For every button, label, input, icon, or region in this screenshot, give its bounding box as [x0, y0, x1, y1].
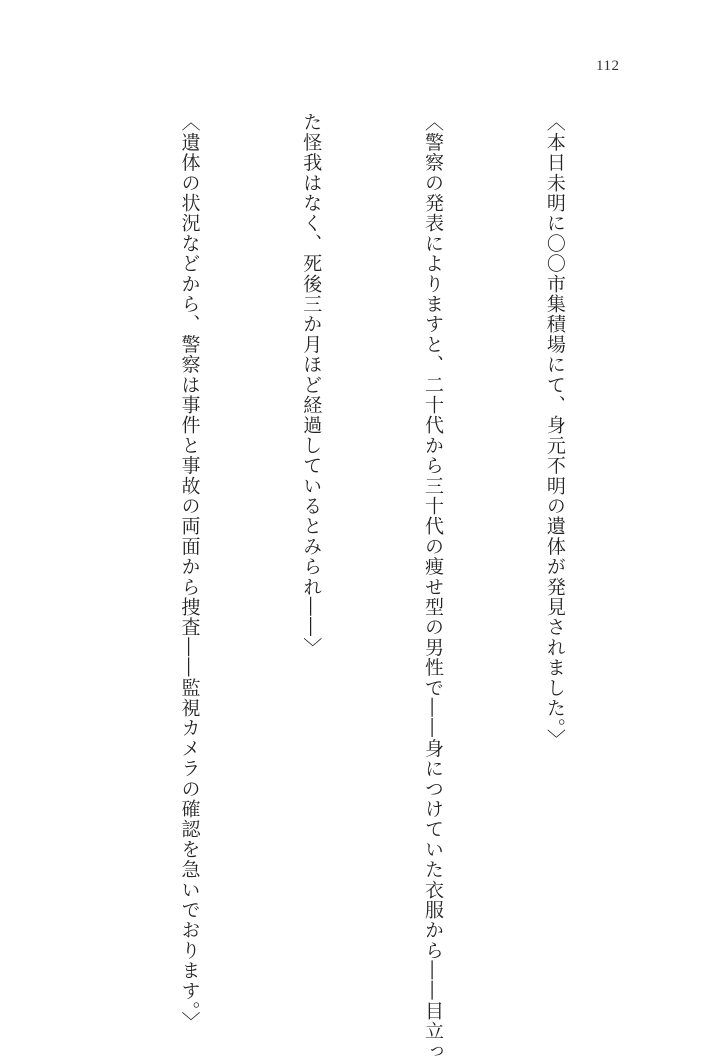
text-line: [0, 112, 7, 952]
text-line: 〈遺体の状況などから、警察は事件と事故の両面から捜査――監視カメラの確認を急いでおります。〉: [178, 112, 201, 1032]
vertical-body-text: [96, 112, 656, 1061]
page-number: 112: [596, 58, 620, 74]
text-line: 〈警察の発表によりますと、二十代から三十代の痩せ型の男性で――身につけていた衣服から――目立っ: [422, 112, 445, 1061]
text-line: 〈本日未明に〇〇市集積場にて、身元不明の遺体が発見されました。〉: [543, 112, 566, 749]
text-line: た怪我はなく、死後三か月ほど経過しているとみられ――〉: [300, 112, 323, 658]
